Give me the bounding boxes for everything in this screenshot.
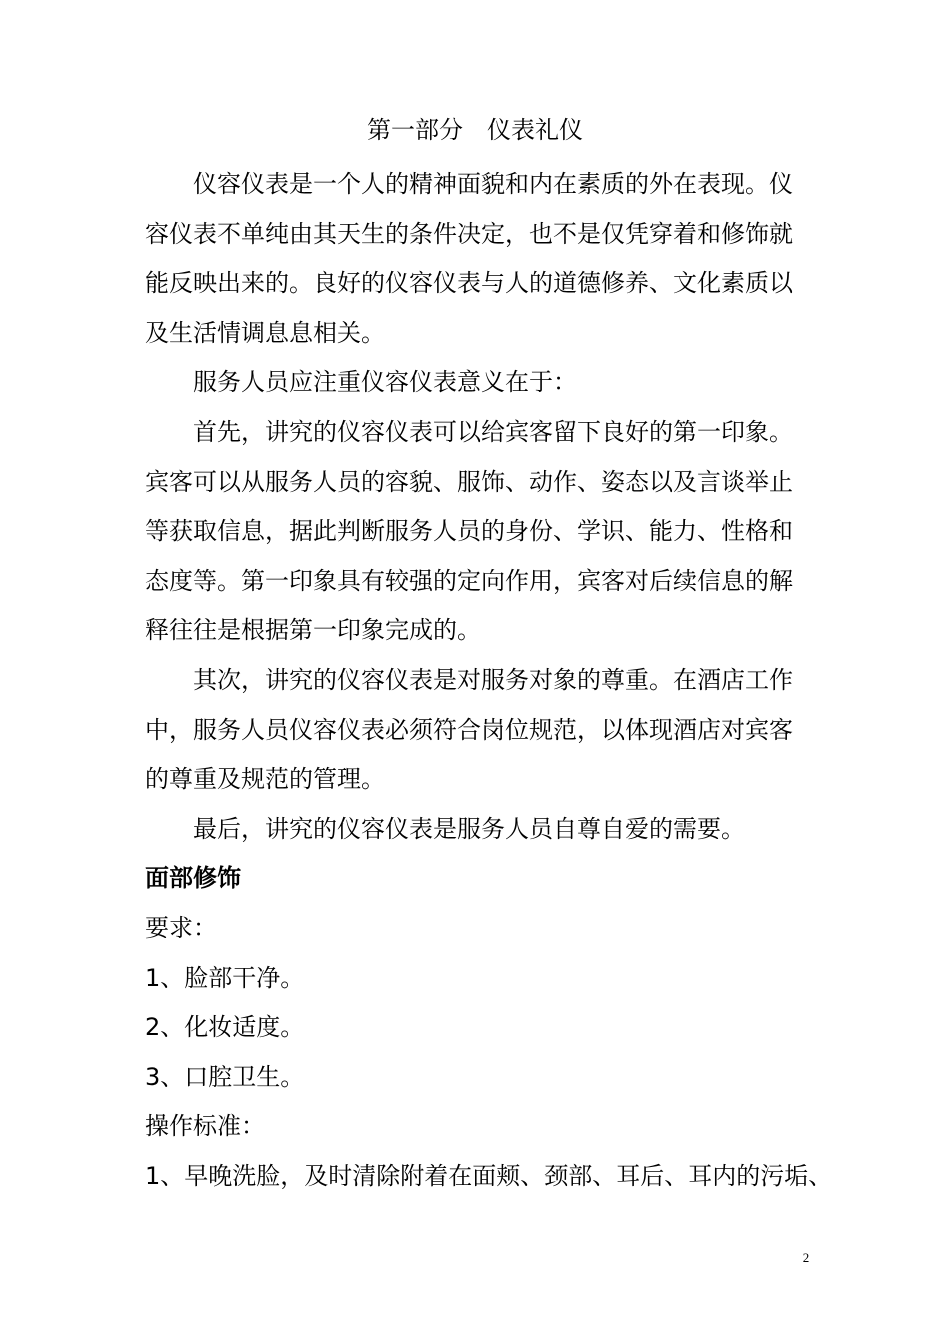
section-heading: 面部修饰 xyxy=(145,864,241,893)
requirement-item: 3、口腔卫生。 xyxy=(145,1062,305,1091)
standard-item: 1、早晚洗脸，及时清除附着在面颊、颈部、耳后、耳内的污垢、 xyxy=(145,1161,833,1190)
standards-label: 操作标准： xyxy=(145,1112,265,1141)
significance-paragraph: 服务人员应注重仪容仪表意义在于： xyxy=(193,368,577,397)
requirements-label: 要求： xyxy=(145,913,217,942)
title-part: 第一部分 xyxy=(367,116,463,144)
page-number: 2 xyxy=(802,1250,810,1265)
third-point-paragraph: 最后，讲究的仪容仪表是服务人员自尊自爱的需要。 xyxy=(193,814,745,843)
requirement-item: 2、化妆适度。 xyxy=(145,1013,305,1042)
second-point-paragraph: 其次，讲究的仪容仪表是对服务对象的尊重。在酒店工作中，服务人员仪容仪表必须符合岗位规范，以体现酒店对宾客的尊重及规范的管理。 xyxy=(145,665,793,794)
first-point-paragraph: 首先，讲究的仪容仪表可以给宾客留下良好的第一印象。宾客可以从服务人员的容貌、服饰、动作、姿态以及言谈举止等获取信息，据此判断服务人员的身份、学识、能力、性格和态度等。第一印象具有较强的定向作用，宾客对后续信息的解释往往是根据第一印象完成的。 xyxy=(145,417,793,645)
document-body xyxy=(145,160,833,1201)
title-topic: 仪表礼仪 xyxy=(487,116,583,144)
requirement-item: 1、脸部干净。 xyxy=(145,963,305,992)
page-title xyxy=(0,110,950,150)
intro-paragraph: 仪容仪表是一个人的精神面貌和内在素质的外在表现。仪容仪表不单纯由其天生的条件决定，也不是仅凭穿着和修饰就能反映出来的。良好的仪容仪表与人的道德修养、文化素质以及生活情调息息相关。 xyxy=(145,170,793,347)
